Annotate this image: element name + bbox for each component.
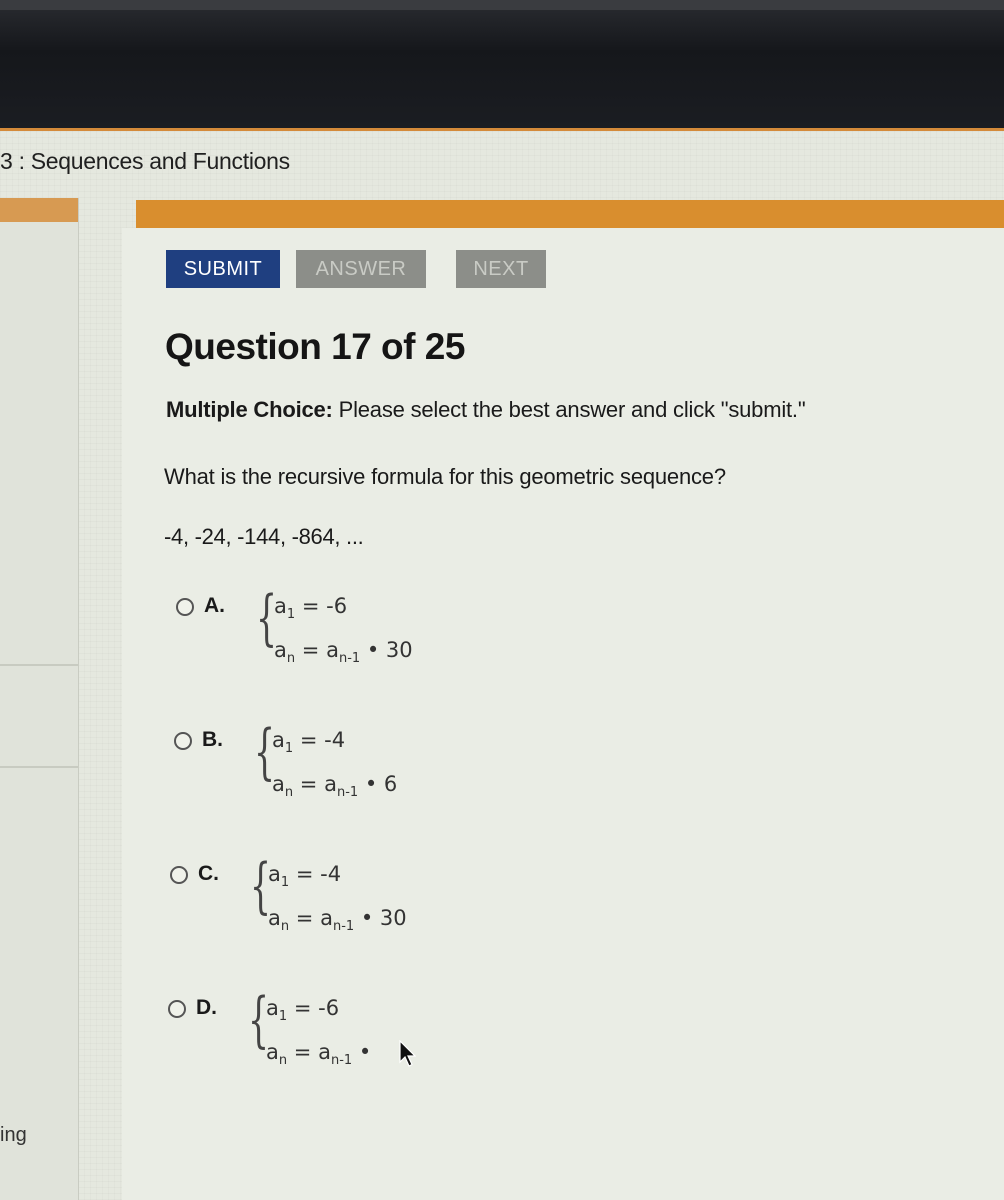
sidebar-divider: [0, 766, 78, 768]
formula-initial: $a_1 = -4$: [268, 862, 342, 891]
left-sidebar: [0, 198, 79, 1200]
formula-recursive: $a_n = a_{n-1}$ • 6: [272, 772, 398, 801]
formula-initial: $a_1 = -6$: [274, 594, 348, 623]
submit-button[interactable]: SUBMIT: [166, 250, 280, 288]
formula-recursive: $a_n = a_{n-1}$ •: [266, 1040, 372, 1069]
sequence-terms: -4, -24, -144, -864, ...: [164, 524, 364, 549]
instruction-label: Multiple Choice:: [166, 397, 333, 422]
question-title: Question 17 of 25: [165, 326, 465, 367]
next-button[interactable]: NEXT: [456, 250, 546, 288]
option-c[interactable]: [170, 851, 470, 952]
instructions: [166, 397, 805, 423]
option-letter: C.: [198, 862, 219, 885]
radio-button[interactable]: [168, 1000, 186, 1018]
radio-button[interactable]: [170, 866, 188, 884]
bezel-edge: [0, 0, 1004, 10]
mouse-cursor-icon: [398, 1040, 416, 1068]
option-d[interactable]: [168, 985, 468, 1086]
radio-button[interactable]: [176, 598, 194, 616]
formula-initial: $a_1 = -4$: [272, 728, 346, 757]
brace-icon: {: [250, 851, 272, 921]
option-letter: D.: [196, 996, 217, 1019]
sidebar-item-label[interactable]: ing: [0, 1124, 27, 1146]
brace-icon: {: [248, 985, 270, 1055]
answer-button[interactable]: ANSWER: [296, 250, 426, 288]
option-letter: A.: [204, 594, 225, 617]
header-divider: [0, 128, 1004, 131]
sidebar-divider: [0, 664, 78, 666]
instruction-text: Please select the best answer and click "submit.": [332, 397, 806, 422]
formula-recursive: $a_n = a_{n-1}$ • 30: [274, 638, 413, 667]
brace-icon: {: [254, 717, 276, 787]
monitor-bezel: [0, 0, 1004, 128]
option-letter: B.: [202, 728, 223, 751]
formula-recursive: $a_n = a_{n-1}$ • 30: [268, 906, 407, 935]
brace-icon: {: [256, 583, 278, 653]
sidebar-header-bar: [0, 198, 78, 222]
formula-initial: $a_1 = -6$: [266, 996, 340, 1025]
radio-button[interactable]: [174, 732, 192, 750]
content-header-bar: [136, 200, 1004, 228]
question-prompt: What is the recursive formula for this geometric sequence?: [164, 464, 726, 489]
option-a[interactable]: [176, 583, 476, 684]
breadcrumb: 3 : Sequences and Functions: [0, 148, 290, 174]
option-b[interactable]: [174, 717, 474, 818]
